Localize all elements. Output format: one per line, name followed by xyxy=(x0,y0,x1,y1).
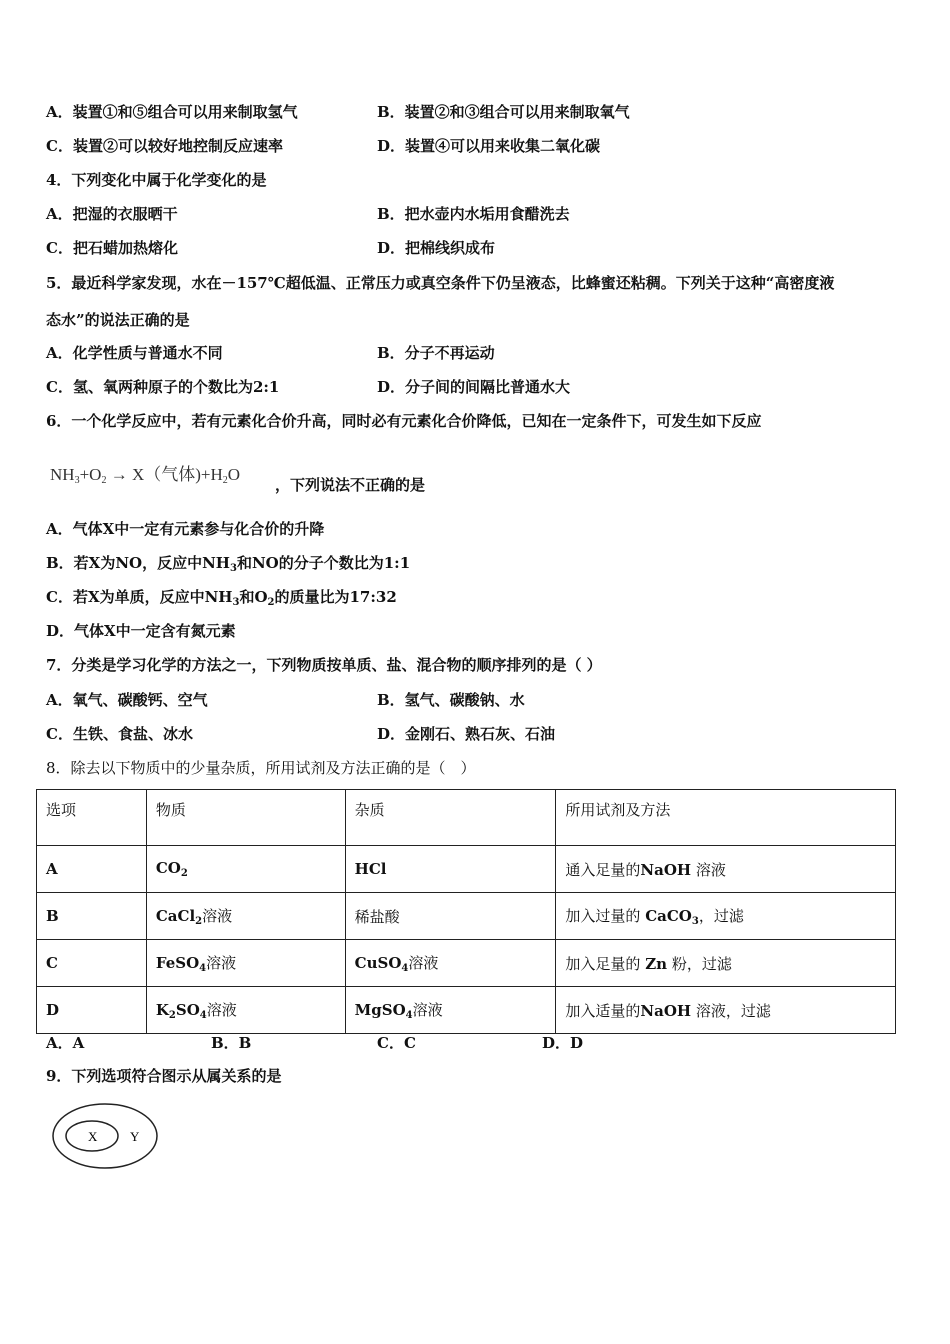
row-option: A xyxy=(37,846,147,893)
q4-option-d: D．把棉线织成布 xyxy=(377,239,496,257)
q8-answer-a: A．A xyxy=(46,1034,85,1052)
q7-option-b: B．氢气、碳酸钠、水 xyxy=(377,691,525,709)
row-substance: FeSO$_4$溶液 xyxy=(146,940,345,987)
q6-option-d: D．气体X中一定含有氮元素 xyxy=(46,622,236,640)
q8-table xyxy=(36,789,896,1034)
row-substance: $K_2SO_4$溶液 xyxy=(146,987,345,1034)
q8-stem: 8．除去以下物质中的少量杂质，所用试剂及方法正确的是（ ） xyxy=(46,759,476,777)
q6-option-c: C．若X为单质，反应中$NH_3$和$O_2$的质量比为17:32 xyxy=(46,588,397,608)
row-method: 加入适量的NaOH 溶液，过滤 xyxy=(556,987,896,1034)
row-option: B xyxy=(37,893,147,940)
q9-stem: 9．下列选项符合图示从属关系的是 xyxy=(46,1067,282,1085)
q5-option-d: D．分子间的间隔比普通水大 xyxy=(377,378,571,396)
q5-option-a: A．化学性质与普通水不同 xyxy=(46,344,223,362)
header-substance: 物质 xyxy=(146,790,345,846)
q8-answer-b: B．B xyxy=(211,1034,252,1052)
row-impurity: MgSO$_4$溶液 xyxy=(345,987,556,1034)
table-row xyxy=(37,846,896,893)
q5-stem-line1: 5．最近科学家发现，水在－157℃超低温、正常压力或真空条件下仍呈液态，比蜂蜜还粘稠。下列关于这种“高密度液 xyxy=(46,274,835,292)
row-impurity: CuSO$_4$溶液 xyxy=(345,940,556,987)
q3-option-a: A．装置①和⑤组合可以用来制取氢气 xyxy=(46,103,298,121)
q4-option-b: B．把水壶内水垢用食醋洗去 xyxy=(377,205,570,223)
row-impurity: 稀盐酸 xyxy=(345,893,556,940)
q7-option-c: C．生铁、食盐、冰水 xyxy=(46,725,193,743)
header-option: 选项 xyxy=(37,790,147,846)
table-row xyxy=(37,987,896,1034)
table-header-row xyxy=(37,790,896,846)
venn-label-y: Y xyxy=(130,1129,140,1144)
q5-option-b: B．分子不再运动 xyxy=(377,344,495,362)
q5-stem-line2: 态水”的说法正确的是 xyxy=(46,311,190,329)
q6-formula-tail: ，下列说法不正确的是 xyxy=(275,476,426,494)
q6-option-b: B．若X为NO，反应中$NH_3$和NO的分子个数比为1:1 xyxy=(46,554,411,574)
q7-option-d: D．金刚石、熟石灰、石油 xyxy=(377,725,556,743)
q5-option-c: C．氢、氧两种原子的个数比为2:1 xyxy=(46,378,280,396)
q4-option-c: C．把石蜡加热熔化 xyxy=(46,239,178,257)
q9-venn-diagram xyxy=(50,1100,170,1175)
q4-option-a: A．把湿的衣服晒干 xyxy=(46,205,178,223)
table-row xyxy=(37,893,896,940)
row-impurity: HCl xyxy=(345,846,556,893)
q7-option-a: A．氧气、碳酸钙、空气 xyxy=(46,691,208,709)
header-method: 所用试剂及方法 xyxy=(556,790,896,846)
q6-reaction-formula: $NH_3+O_2 \to X$（气体)$+H_2O$ xyxy=(50,465,241,486)
q3-option-c: C．装置②可以较好地控制反应速率 xyxy=(46,137,283,155)
row-method: 通入足量的NaOH 溶液 xyxy=(556,846,896,893)
q8-answer-d: D．D xyxy=(542,1034,584,1052)
header-impurity: 杂质 xyxy=(345,790,556,846)
venn-label-x: X xyxy=(88,1129,98,1144)
outer-ellipse-y xyxy=(53,1104,157,1168)
row-substance: $CO_2$ xyxy=(146,846,345,893)
q3-option-d: D．装置④可以用来收集二氧化碳 xyxy=(377,137,601,155)
row-method: 加入足量的 Zn 粉，过滤 xyxy=(556,940,896,987)
q8-answer-c: C．C xyxy=(377,1034,416,1052)
row-method: 加入过量的 CaCO$_3$，过滤 xyxy=(556,893,896,940)
row-substance: CaCl$_2$溶液 xyxy=(146,893,345,940)
row-option: C xyxy=(37,940,147,987)
q3-option-b: B．装置②和③组合可以用来制取氧气 xyxy=(377,103,630,121)
q7-stem: 7．分类是学习化学的方法之一，下列物质按单质、盐、混合物的顺序排列的是（ ） xyxy=(46,656,602,674)
q6-stem: 6．一个化学反应中，若有元素化合价升高，同时必有元素化合价降低，已知在一定条件下，可发生如下反应 xyxy=(46,412,762,430)
row-option: D xyxy=(37,987,147,1034)
q4-stem: 4．下列变化中属于化学变化的是 xyxy=(46,171,267,189)
q6-option-a: A．气体X中一定有元素参与化合价的升降 xyxy=(46,520,325,538)
table-row xyxy=(37,940,896,987)
